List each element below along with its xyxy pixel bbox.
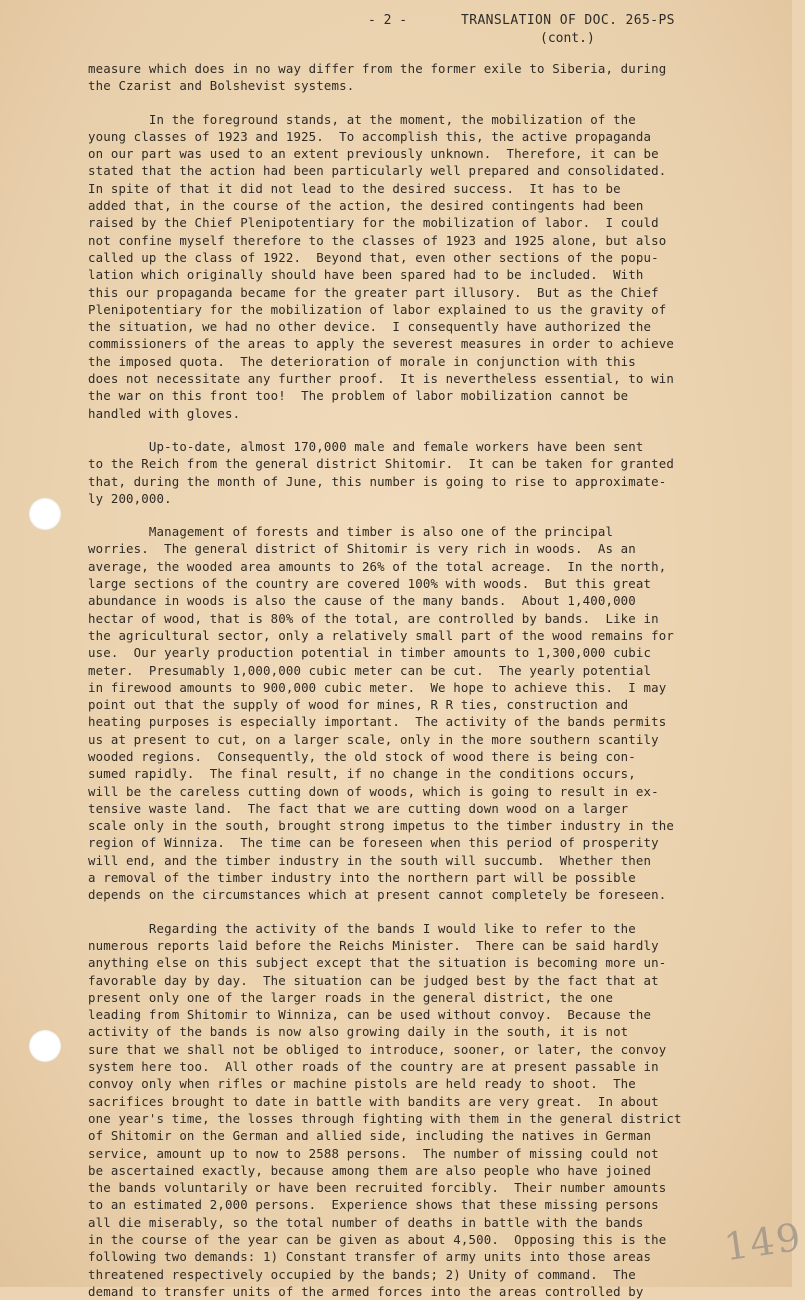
text-line: the Czarist and Bolshevist systems.: [88, 78, 355, 94]
text-line: one year's time, the losses through fighting with them in the general district: [88, 1110, 682, 1126]
text-line: in the course of the year can be given as about 4,500. Opposing this is the: [88, 1232, 667, 1247]
paragraph-gap: [88, 904, 736, 920]
paragraph-gap: [88, 95, 736, 111]
text-line: this our propaganda became for the greater part illusory. But as the Chief: [88, 284, 659, 300]
text-line: numerous reports laid before the Reichs Minister. There can be said hardly: [88, 937, 659, 953]
text-line: In spite of that it did not lead to the desired success. It has to be: [88, 180, 621, 196]
text-line: average, the wooded area amounts to 26% of the total acreage. In the north,: [88, 558, 667, 574]
text-line: to an estimated 2,000 persons. Experience shows that these missing persons: [88, 1197, 659, 1213]
document-body: [88, 60, 736, 1300]
text-line: us at present to cut, on a larger scale, only in the more southern scantily: [88, 731, 659, 747]
text-line: not confine myself therefore to the classes of 1923 and 1925 alone, but also: [88, 232, 667, 248]
text-line: handled with gloves.: [88, 405, 241, 421]
text-line: will be the careless cutting down of woods, which is going to result in ex-: [88, 783, 659, 799]
paragraph-gap: [88, 507, 736, 523]
text-line: added that, in the course of the action, the desired contingents had been: [88, 198, 644, 214]
text-line: that, during the month of June, this number is going to rise to approximate-: [88, 473, 667, 489]
text-line: measure which does in no way differ from the former exile to Siberia, during: [88, 61, 667, 76]
text-line: Management of forests and timber is also one of the principal: [88, 524, 614, 540]
text-line: to the Reich from the general district Shitomir. It can be taken for granted: [88, 456, 674, 472]
text-line: sumed rapidly. The final result, if no change in the conditions occurs,: [88, 766, 636, 782]
text-line: depends on the circumstances which at present cannot completely be foreseen.: [88, 887, 667, 903]
text-line: be ascertained exactly, because among them are also people who have joined: [88, 1162, 652, 1178]
text-line: following two demands: 1) Constant transfer of army units into those areas: [88, 1249, 652, 1265]
text-line: activity of the bands is now also growing daily in the south, it is not: [88, 1024, 629, 1040]
text-line: service, amount up to now to 2588 persons. The number of missing could not: [88, 1145, 659, 1161]
text-line: threatened respectively occupied by the bands; 2) Unity of command. The: [88, 1266, 636, 1282]
paragraph: [88, 920, 736, 1300]
text-line: heating purposes is especially important. The activity of the bands permits: [88, 714, 667, 730]
text-line: wooded regions. Consequently, the old stock of wood there is being con-: [88, 748, 636, 764]
text-line: sacrifices brought to date in battle with bandits are very great. In about: [88, 1093, 659, 1109]
text-line: stated that the action had been particularly well prepared and consolidated.: [88, 163, 667, 179]
document-title: TRANSLATION OF DOC. 265-PS: [461, 13, 675, 28]
continued-label: (cont.): [540, 31, 595, 46]
punch-hole: [29, 498, 61, 530]
text-line: will end, and the timber industry in the south will succumb. Whether then: [88, 852, 652, 868]
text-line: large sections of the country are covered 100% with woods. But this great: [88, 576, 652, 592]
page-number: - 2 -: [368, 13, 408, 28]
text-line: region of Winniza. The time can be foreseen when this period of prosperity: [88, 835, 659, 851]
text-line: worries. The general district of Shitomir is very rich in woods. As an: [88, 541, 636, 557]
paragraph: [88, 438, 736, 507]
text-line: the situation, we had no other device. I consequently have authorized the: [88, 319, 652, 335]
handwritten-page-number: 149: [721, 1214, 805, 1270]
paragraph: [88, 60, 736, 95]
text-line: present only one of the larger roads in the general district, the one: [88, 989, 614, 1005]
text-line: anything else on this subject except that the situation is becoming more un-: [88, 955, 667, 971]
text-line: Regarding the activity of the bands I would like to refer to the: [88, 920, 636, 936]
text-line: of Shitomir on the German and allied side, including the natives in German: [88, 1128, 652, 1144]
text-line: demand to transfer units of the armed forces into the areas controlled by: [88, 1283, 644, 1299]
text-line: meter. Presumably 1,000,000 cubic meter can be cut. The yearly potential: [88, 662, 652, 678]
text-line: called up the class of 1922. Beyond that, even other sections of the popu-: [88, 249, 659, 265]
text-line: lation which originally should have been spared had to be included. With: [88, 267, 644, 283]
text-line: Plenipotentiary for the mobilization of labor explained to us the gravity of: [88, 301, 667, 317]
text-line: favorable day by day. The situation can be judged best by the fact that at: [88, 972, 659, 988]
text-line: convoy only when rifles or machine pistols are held ready to shoot. The: [88, 1076, 636, 1092]
text-line: raised by the Chief Plenipotentiary for the mobilization of labor. I could: [88, 215, 659, 231]
text-line: in firewood amounts to 900,000 cubic meter. We hope to achieve this. I may: [88, 679, 667, 695]
text-line: does not necessitate any further proof. It is nevertheless essential, to win: [88, 371, 674, 387]
text-line: the agricultural sector, only a relatively small part of the wood remains for: [88, 627, 674, 643]
text-line: point out that the supply of wood for mines, R R ties, construction and: [88, 697, 629, 713]
text-line: leading from Shitomir to Winniza, can be used without convoy. Because the: [88, 1007, 652, 1023]
text-line: ly 200,000.: [88, 490, 172, 506]
text-line: hectar of wood, that is 80% of the total, are controlled by bands. Like in: [88, 610, 659, 626]
text-line: In the foreground stands, at the moment, the mobilization of the: [88, 111, 636, 127]
text-line: scale only in the south, brought strong impetus to the timber industry in the: [88, 818, 674, 834]
text-line: Up-to-date, almost 170,000 male and female workers have been sent: [88, 438, 644, 454]
text-line: on our part was used to an extent previously unknown. Therefore, it can be: [88, 146, 659, 162]
text-line: abundance in woods is also the cause of the many bands. About 1,400,000: [88, 593, 636, 609]
text-line: sure that we shall not be obliged to introduce, sooner, or later, the convoy: [88, 1041, 667, 1057]
text-line: the bands voluntarily or have been recruited forcibly. Their number amounts: [88, 1180, 667, 1196]
text-line: the war on this front too! The problem of labor mobilization cannot be: [88, 388, 629, 404]
paragraph: [88, 111, 736, 422]
text-line: young classes of 1923 and 1925. To accomplish this, the active propaganda: [88, 128, 652, 144]
text-line: commissioners of the areas to apply the severest measures in order to achieve: [88, 336, 674, 352]
text-line: the imposed quota. The deterioration of morale in conjunction with this: [88, 353, 636, 369]
text-line: system here too. All other roads of the country are at present passable in: [88, 1059, 659, 1075]
text-line: all die miserably, so the total number of deaths in battle with the bands: [88, 1214, 644, 1230]
paragraph-gap: [88, 422, 736, 438]
text-line: tensive waste land. The fact that we are cutting down wood on a larger: [88, 800, 629, 816]
text-line: a removal of the timber industry into the northern part will be possible: [88, 870, 636, 886]
punch-hole: [29, 1030, 61, 1062]
text-line: use. Our yearly production potential in timber amounts to 1,300,000 cubic: [88, 645, 652, 661]
paragraph: [88, 523, 736, 904]
